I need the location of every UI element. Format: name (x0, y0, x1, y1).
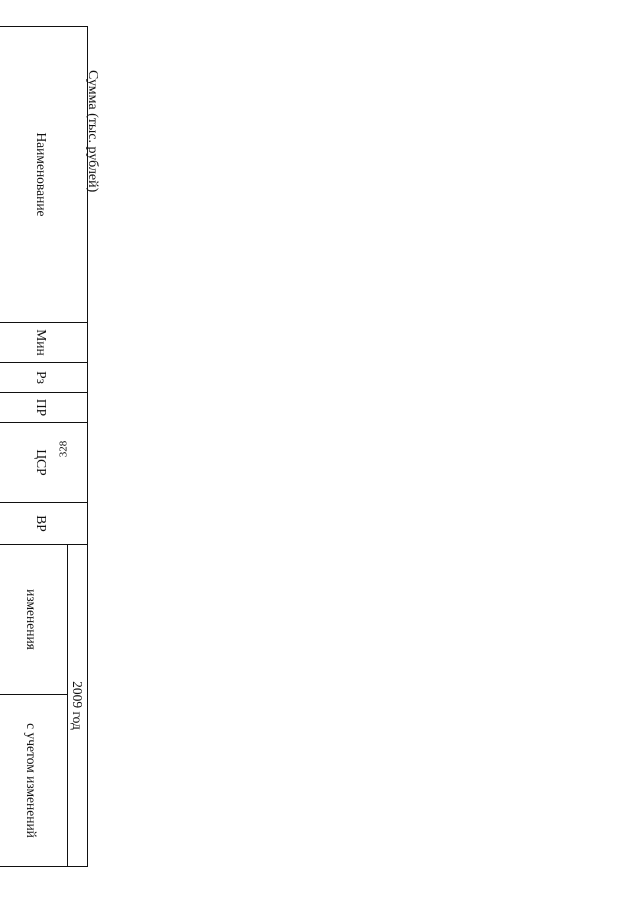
page-number: 328 (57, 440, 70, 458)
header-name: Наименование (0, 27, 88, 323)
unit-label: Сумма (тыс. рублей) (85, 70, 100, 193)
header-rz: Рз (0, 363, 88, 393)
header-changes: изменения (0, 545, 68, 695)
header-csr: ЦСР (0, 423, 88, 503)
header-min: Мин (0, 323, 88, 363)
budget-table (0, 26, 88, 867)
header-year: 2009 год (68, 545, 88, 867)
header-with-changes: с учетом изменений (0, 695, 68, 867)
header-pr: ПР (0, 393, 88, 423)
header-vr: ВР (0, 503, 88, 545)
